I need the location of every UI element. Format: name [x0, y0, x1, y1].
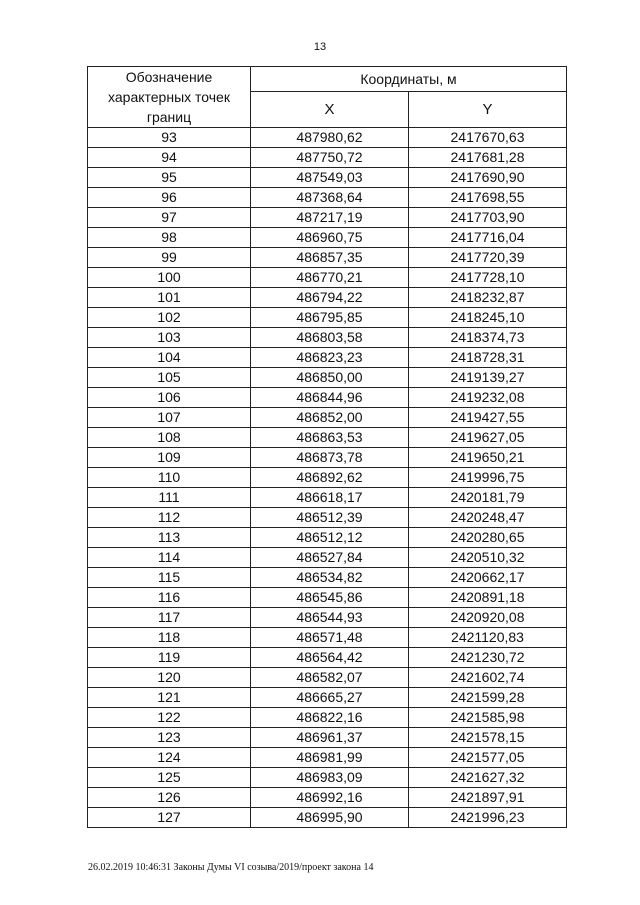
y-coordinate-cell: 2421578,15 — [409, 728, 567, 748]
x-coordinate-cell: 486795,85 — [251, 308, 409, 328]
table-row — [88, 628, 567, 648]
y-coordinate-cell: 2418232,87 — [409, 288, 567, 308]
point-number-cell: 127 — [88, 808, 251, 828]
x-coordinate-cell: 486544,93 — [251, 608, 409, 628]
point-number-cell: 115 — [88, 568, 251, 588]
table-row — [88, 528, 567, 548]
table-row — [88, 708, 567, 728]
table-row — [88, 188, 567, 208]
y-coordinate-cell: 2417720,39 — [409, 248, 567, 268]
x-coordinate-cell: 486794,22 — [251, 288, 409, 308]
point-number-cell: 105 — [88, 368, 251, 388]
table-row — [88, 308, 567, 328]
y-coordinate-cell: 2419996,75 — [409, 468, 567, 488]
table-row — [88, 688, 567, 708]
table-row — [88, 768, 567, 788]
y-coordinate-cell: 2417703,90 — [409, 208, 567, 228]
x-coordinate-cell: 486571,48 — [251, 628, 409, 648]
x-coordinate-cell: 486961,37 — [251, 728, 409, 748]
y-coordinate-cell: 2419650,21 — [409, 448, 567, 468]
y-coordinate-cell: 2421577,05 — [409, 748, 567, 768]
x-coordinate-cell: 486618,17 — [251, 488, 409, 508]
x-coordinate-cell: 486960,75 — [251, 228, 409, 248]
coordinates-table — [87, 66, 567, 828]
x-coordinate-cell: 486770,21 — [251, 268, 409, 288]
point-number-cell: 109 — [88, 448, 251, 468]
table-row — [88, 388, 567, 408]
table-row — [88, 408, 567, 428]
y-coordinate-cell: 2417690,90 — [409, 168, 567, 188]
point-number-cell: 99 — [88, 248, 251, 268]
table-row — [88, 548, 567, 568]
y-coordinate-cell: 2421230,72 — [409, 648, 567, 668]
table-row — [88, 588, 567, 608]
table-row — [88, 668, 567, 688]
x-coordinate-cell: 486564,42 — [251, 648, 409, 668]
table-row — [88, 348, 567, 368]
point-number-cell: 93 — [88, 128, 251, 148]
y-coordinate-cell: 2417716,04 — [409, 228, 567, 248]
x-coordinate-cell: 486822,16 — [251, 708, 409, 728]
point-number-cell: 110 — [88, 468, 251, 488]
table-row — [88, 248, 567, 268]
x-coordinate-cell: 487217,19 — [251, 208, 409, 228]
x-coordinate-cell: 486823,23 — [251, 348, 409, 368]
y-coordinate-cell: 2421599,28 — [409, 688, 567, 708]
x-coordinate-cell: 486983,09 — [251, 768, 409, 788]
x-coordinate-cell: 486857,35 — [251, 248, 409, 268]
y-coordinate-cell: 2417670,63 — [409, 128, 567, 148]
table-row — [88, 268, 567, 288]
table-row — [88, 128, 567, 148]
y-coordinate-cell: 2418728,31 — [409, 348, 567, 368]
y-coordinate-cell: 2420662,17 — [409, 568, 567, 588]
x-coordinate-cell: 486512,12 — [251, 528, 409, 548]
table-row — [88, 808, 567, 828]
point-number-cell: 118 — [88, 628, 251, 648]
y-coordinate-cell: 2420920,08 — [409, 608, 567, 628]
table-body — [88, 128, 567, 828]
table-row — [88, 488, 567, 508]
x-coordinate-cell: 487980,62 — [251, 128, 409, 148]
point-number-cell: 102 — [88, 308, 251, 328]
y-coordinate-cell: 2417698,55 — [409, 188, 567, 208]
y-coordinate-cell: 2421120,83 — [409, 628, 567, 648]
table-row — [88, 468, 567, 488]
x-coordinate-cell: 486850,00 — [251, 368, 409, 388]
table-row — [88, 448, 567, 468]
table-row — [88, 208, 567, 228]
point-number-cell: 96 — [88, 188, 251, 208]
point-number-cell: 97 — [88, 208, 251, 228]
point-number-cell: 123 — [88, 728, 251, 748]
y-coordinate-cell: 2417681,28 — [409, 148, 567, 168]
point-number-cell: 108 — [88, 428, 251, 448]
point-number-cell: 95 — [88, 168, 251, 188]
y-coordinate-cell: 2420510,32 — [409, 548, 567, 568]
table-row — [88, 168, 567, 188]
y-coordinate-cell: 2417728,10 — [409, 268, 567, 288]
y-coordinate-cell: 2421602,74 — [409, 668, 567, 688]
header-point-name: Обозначение характерных точек границ — [88, 67, 251, 128]
table-row — [88, 328, 567, 348]
table-row — [88, 728, 567, 748]
x-coordinate-cell: 486803,58 — [251, 328, 409, 348]
x-coordinate-cell: 486992,16 — [251, 788, 409, 808]
point-number-cell: 125 — [88, 768, 251, 788]
point-number-cell: 116 — [88, 588, 251, 608]
y-coordinate-cell: 2421627,32 — [409, 768, 567, 788]
x-coordinate-cell: 486534,82 — [251, 568, 409, 588]
point-number-cell: 100 — [88, 268, 251, 288]
table-row — [88, 508, 567, 528]
table-row — [88, 148, 567, 168]
header-row — [88, 67, 567, 92]
x-coordinate-cell: 486981,99 — [251, 748, 409, 768]
point-number-cell: 119 — [88, 648, 251, 668]
x-coordinate-cell: 487750,72 — [251, 148, 409, 168]
table-row — [88, 428, 567, 448]
y-coordinate-cell: 2421585,98 — [409, 708, 567, 728]
page-number: 13 — [313, 41, 327, 53]
point-number-cell: 106 — [88, 388, 251, 408]
point-number-cell: 107 — [88, 408, 251, 428]
y-coordinate-cell: 2421996,23 — [409, 808, 567, 828]
document-footer: 26.02.2019 10:46:31 Законы Думы VI созыва/2019/проект закона 14 — [88, 862, 374, 873]
table-row — [88, 568, 567, 588]
table-row — [88, 788, 567, 808]
x-coordinate-cell: 486545,86 — [251, 588, 409, 608]
point-number-cell: 113 — [88, 528, 251, 548]
y-coordinate-cell: 2418374,73 — [409, 328, 567, 348]
point-number-cell: 126 — [88, 788, 251, 808]
point-number-cell: 117 — [88, 608, 251, 628]
table-row — [88, 288, 567, 308]
point-number-cell: 111 — [88, 488, 251, 508]
table-row — [88, 228, 567, 248]
point-number-cell: 122 — [88, 708, 251, 728]
point-number-cell: 101 — [88, 288, 251, 308]
y-coordinate-cell: 2419232,08 — [409, 388, 567, 408]
y-coordinate-cell: 2419627,05 — [409, 428, 567, 448]
point-number-cell: 98 — [88, 228, 251, 248]
x-coordinate-cell: 486527,84 — [251, 548, 409, 568]
x-coordinate-cell: 486852,00 — [251, 408, 409, 428]
header-x: X — [251, 92, 409, 128]
table-row — [88, 748, 567, 768]
x-coordinate-cell: 486873,78 — [251, 448, 409, 468]
header-y: Y — [409, 92, 567, 128]
table-row — [88, 368, 567, 388]
header-coordinates: Координаты, м — [251, 67, 567, 92]
point-number-cell: 120 — [88, 668, 251, 688]
point-number-cell: 103 — [88, 328, 251, 348]
x-coordinate-cell: 486844,96 — [251, 388, 409, 408]
point-number-cell: 94 — [88, 148, 251, 168]
point-number-cell: 121 — [88, 688, 251, 708]
point-number-cell: 114 — [88, 548, 251, 568]
x-coordinate-cell: 486582,07 — [251, 668, 409, 688]
x-coordinate-cell: 487549,03 — [251, 168, 409, 188]
y-coordinate-cell: 2419427,55 — [409, 408, 567, 428]
x-coordinate-cell: 486665,27 — [251, 688, 409, 708]
x-coordinate-cell: 486995,90 — [251, 808, 409, 828]
x-coordinate-cell: 486512,39 — [251, 508, 409, 528]
table-row — [88, 648, 567, 668]
y-coordinate-cell: 2421897,91 — [409, 788, 567, 808]
table-row — [88, 608, 567, 628]
y-coordinate-cell: 2418245,10 — [409, 308, 567, 328]
y-coordinate-cell: 2420280,65 — [409, 528, 567, 548]
point-number-cell: 104 — [88, 348, 251, 368]
y-coordinate-cell: 2420891,18 — [409, 588, 567, 608]
table-header — [88, 67, 567, 128]
point-number-cell: 112 — [88, 508, 251, 528]
point-number-cell: 124 — [88, 748, 251, 768]
y-coordinate-cell: 2420248,47 — [409, 508, 567, 528]
y-coordinate-cell: 2419139,27 — [409, 368, 567, 388]
x-coordinate-cell: 486863,53 — [251, 428, 409, 448]
x-coordinate-cell: 487368,64 — [251, 188, 409, 208]
x-coordinate-cell: 486892,62 — [251, 468, 409, 488]
y-coordinate-cell: 2420181,79 — [409, 488, 567, 508]
